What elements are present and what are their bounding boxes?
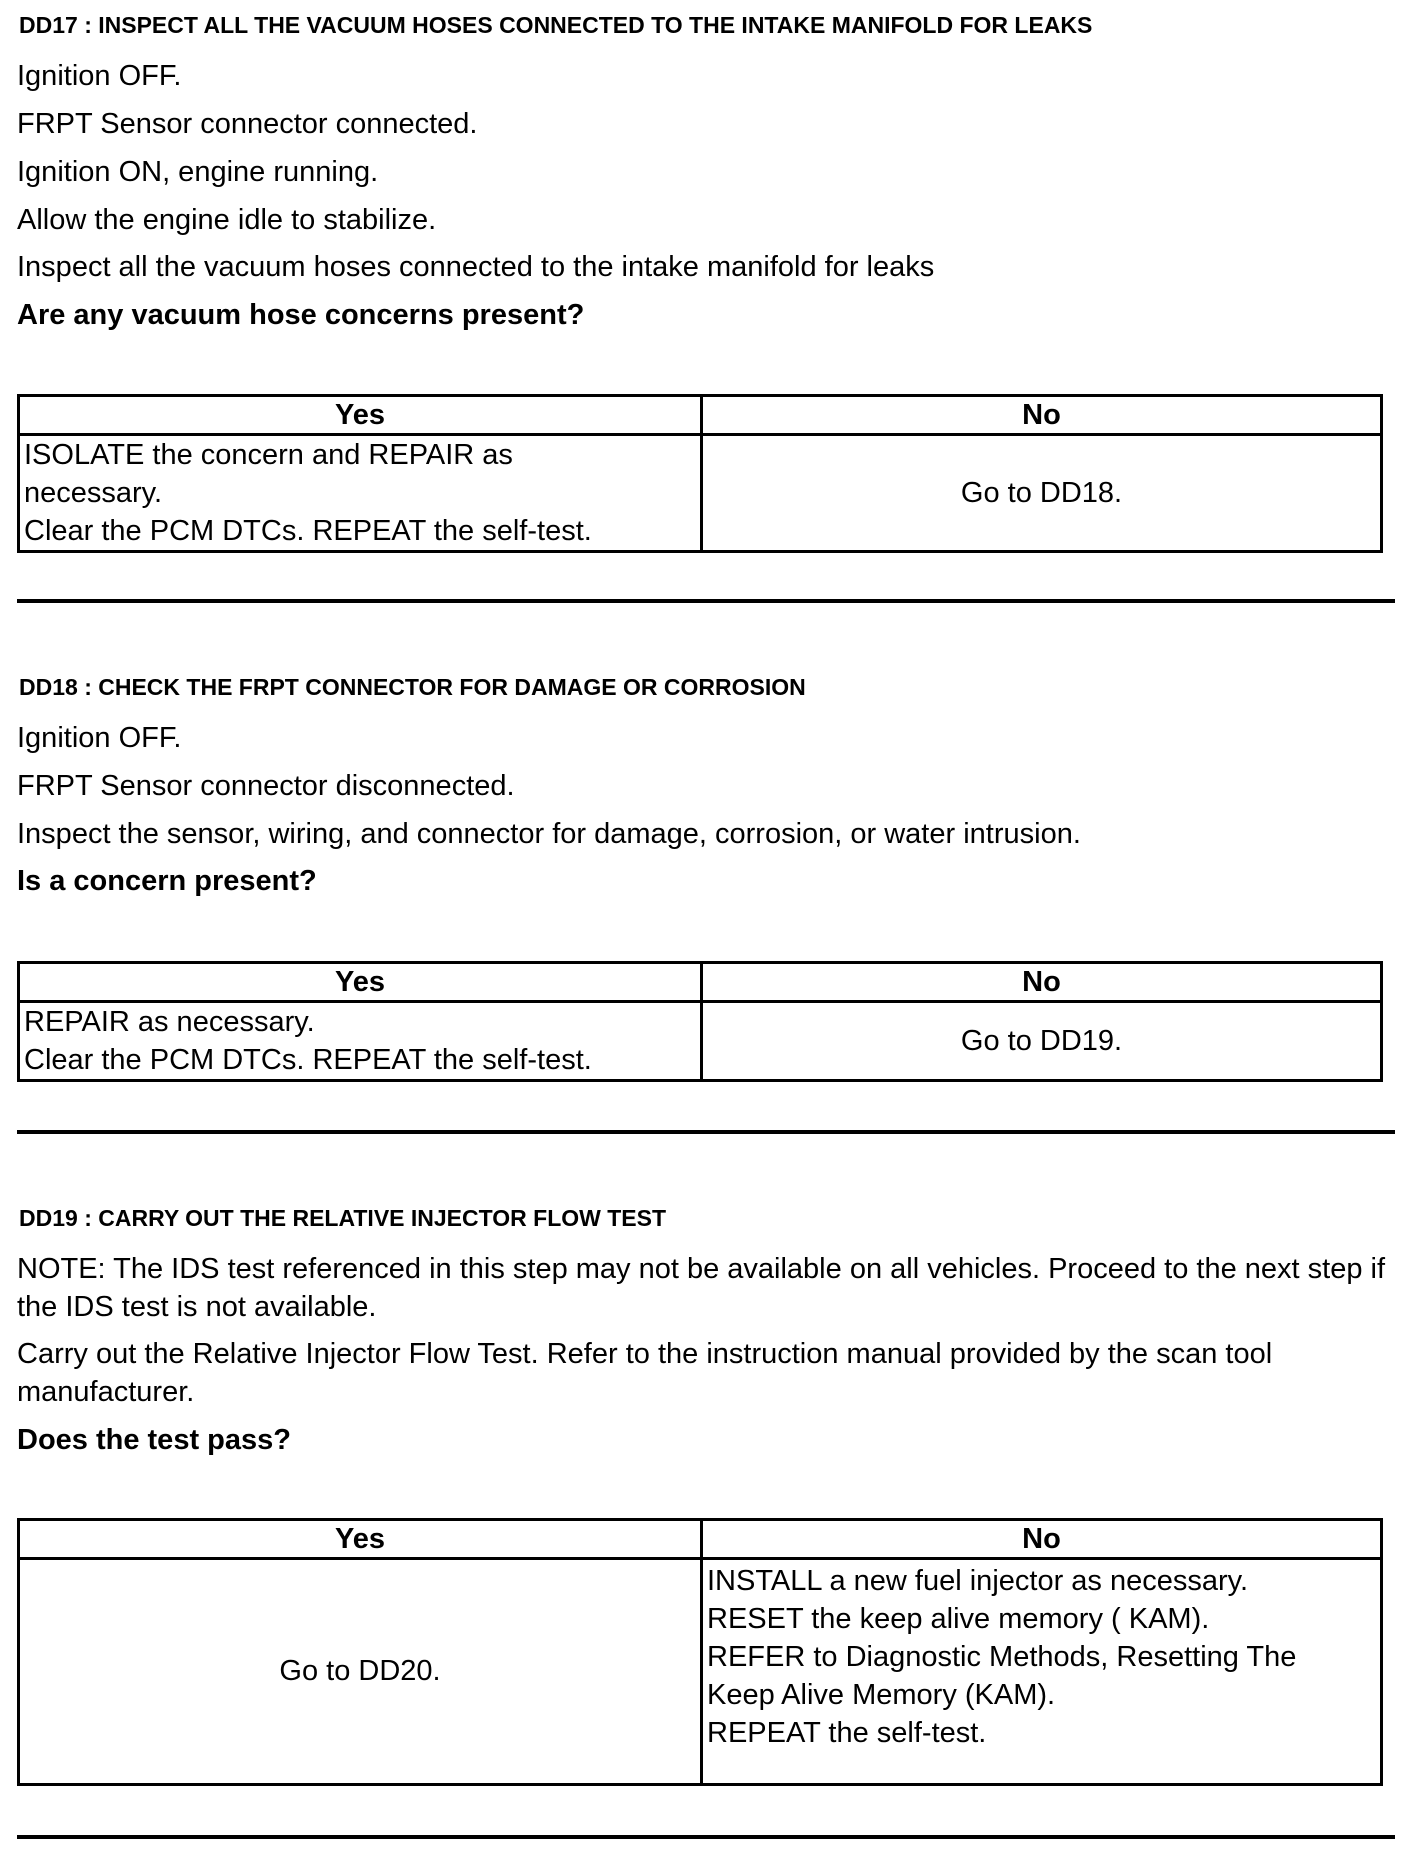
section-title-dd18: DD18 : CHECK THE FRPT CONNECTOR FOR DAMAGE OR CORROSION (19, 674, 806, 700)
step: FRPT Sensor connector connected. (17, 108, 478, 140)
cell-line: Go to DD18. (960, 476, 1123, 509)
yes-cell (19, 435, 702, 552)
yes-cell (19, 1002, 702, 1081)
cell-line: Go to DD19. (960, 1024, 1123, 1057)
divider (17, 599, 1395, 603)
step: Ignition OFF. (17, 60, 182, 92)
cell-line: necessary. (24, 477, 163, 509)
cell-line: REPEAT the self-test. (707, 1717, 987, 1749)
cell-line: INSTALL a new fuel injector as necessary. (707, 1565, 1249, 1597)
question: Is a concern present? (17, 865, 317, 897)
step: Inspect all the vacuum hoses connected to the intake manifold for leaks (17, 251, 935, 283)
step: FRPT Sensor connector disconnected. (17, 770, 515, 802)
step-paragraph: Carry out the Relative Injector Flow Test. Refer to the instruction manual provided by the scan tool manufacturer. (17, 1338, 1273, 1408)
yes-header: Yes (19, 963, 702, 1002)
cell-line: REFER to Diagnostic Methods, Resetting The (707, 1641, 1297, 1673)
step: Ignition OFF. (17, 722, 182, 754)
question: Are any vacuum hose concerns present? (17, 299, 585, 331)
step: Ignition ON, engine running. (17, 156, 379, 188)
section-title-dd19: DD19 : CARRY OUT THE RELATIVE INJECTOR FLOW TEST (19, 1205, 667, 1231)
cell-line: Go to DD20. (279, 1655, 441, 1687)
no-header: No (702, 396, 1382, 435)
no-cell (702, 1002, 1382, 1081)
divider (17, 1835, 1395, 1839)
yes-cell (19, 1559, 702, 1785)
step: Allow the engine idle to stabilize. (17, 204, 437, 236)
step: Inspect the sensor, wiring, and connector for damage, corrosion, or water intrusion. (17, 818, 1081, 850)
yes-header: Yes (19, 396, 702, 435)
cell-line: REPAIR as necessary. (24, 1006, 315, 1038)
decision-table-dd18 (17, 961, 1383, 1082)
yes-header: Yes (19, 1520, 702, 1559)
no-header: No (702, 963, 1382, 1002)
divider (17, 1130, 1395, 1134)
no-cell (702, 435, 1382, 552)
cell-line: Clear the PCM DTCs. REPEAT the self-test. (24, 1044, 592, 1076)
cell-line: Clear the PCM DTCs. REPEAT the self-test. (24, 515, 592, 547)
note-paragraph: NOTE: The IDS test referenced in this step may not be available on all vehicles. Proceed to the next step if the IDS test is not available. (17, 1253, 1386, 1323)
no-header: No (702, 1520, 1382, 1559)
question: Does the test pass? (17, 1424, 291, 1456)
cell-line: RESET the keep alive memory ( KAM). (707, 1603, 1210, 1635)
no-cell (702, 1559, 1382, 1785)
decision-table-dd17 (17, 394, 1383, 553)
cell-line: ISOLATE the concern and REPAIR as (24, 439, 513, 471)
decision-table-dd19 (17, 1518, 1383, 1786)
section-title-dd17: DD17 : INSPECT ALL THE VACUUM HOSES CONNECTED TO THE INTAKE MANIFOLD FOR LEAKS (19, 12, 1093, 38)
cell-line: Keep Alive Memory (KAM). (707, 1679, 1056, 1711)
